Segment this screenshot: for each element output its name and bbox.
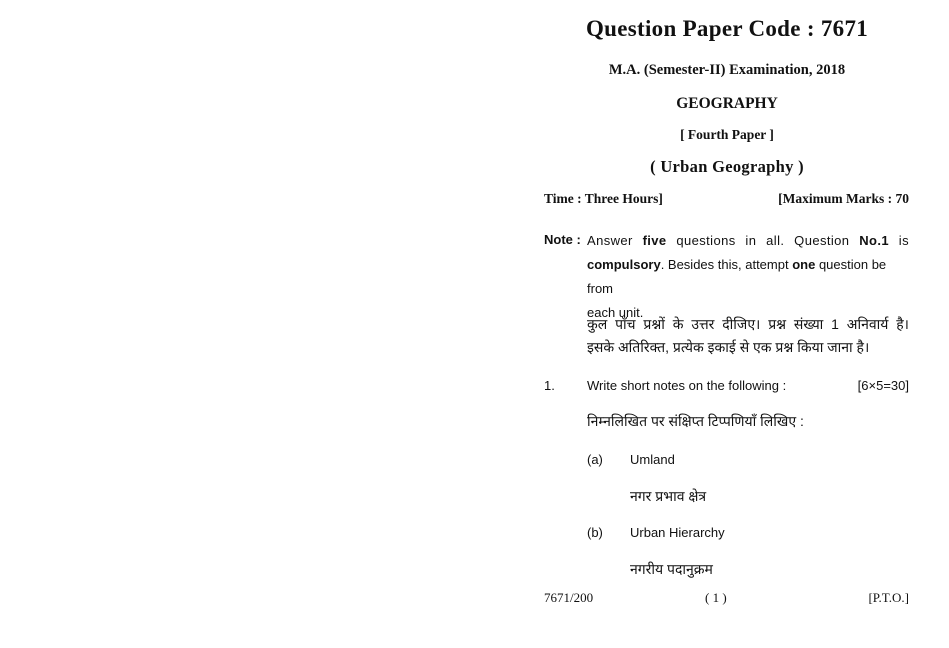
note-hindi-line-1: कुल पाँच प्रश्नों के उत्तर दीजिए। प्रश्न संख्या 1 अनिवार्य है। [587,316,909,332]
paper-title: ( Urban Geography ) [650,157,804,176]
footer-paper-code: 7671/200 [544,590,594,605]
question-text-hindi: निम्नलिखित पर संक्षिप्त टिप्पणियाँ लिखिए : [587,413,804,429]
question-number: 1. [544,378,555,393]
note-english [587,229,909,325]
note-english-line-2: compulsory. Besides this, attempt one question be from [587,257,887,296]
part-a-hindi: नगर प्रभाव क्षेत्र [630,488,707,504]
part-a-label: (a) [587,452,603,467]
exam-title: M.A. (Semester-II) Examination, 2018 [608,62,846,78]
paper-number: [ Fourth Paper ] [680,127,774,142]
note-hindi [587,313,909,359]
part-a-text: Umland [630,452,675,467]
time-allowed: Time : Three Hours] [544,191,663,206]
maximum-marks: [Maximum Marks : 70 [778,191,909,206]
footer-page-number: ( 1 ) [705,590,727,605]
note-english-line-3: each unit. [587,305,644,320]
note-label: Note : [544,232,581,247]
part-b-hindi: नगरीय पदानुक्रम [630,561,713,577]
subject-title: GEOGRAPHY [676,95,778,112]
note-english-line-1: Answer five questions in all. Question No.1 is [587,233,909,248]
part-b-label: (b) [587,525,603,540]
paper-code-title: Question Paper Code : 7671 [585,16,869,41]
footer-pto: [P.T.O.] [868,590,909,605]
part-b-text: Urban Hierarchy [630,525,725,540]
question-text: Write short notes on the following : [587,378,787,393]
note-hindi-line-2: इसके अतिरिक्त, प्रत्येक इकाई से एक प्रश्न किया जाना है। [587,339,870,355]
question-marks: [6×5=30] [857,378,909,393]
